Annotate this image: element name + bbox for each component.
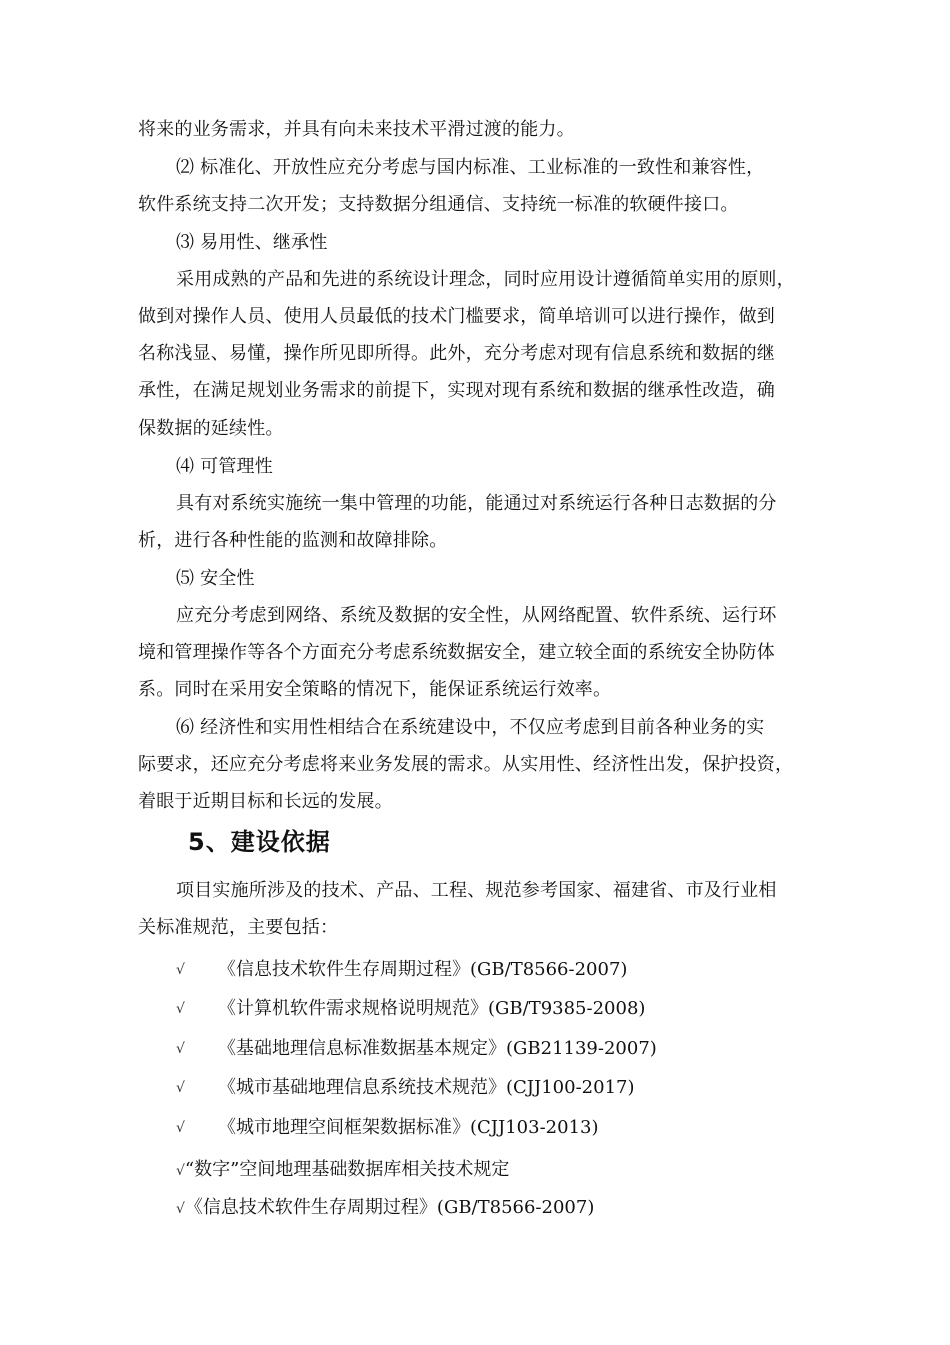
reference-item-compact (176, 1152, 509, 1189)
paragraph-line: 具有对系统实施统一集中管理的功能，能通过对系统运行各种日志数据的分 (176, 493, 777, 514)
section-intro-line: 关标准规范，主要包括： (138, 917, 339, 938)
section-heading: 5、建设依据 (188, 828, 331, 856)
check-icon: √ (176, 1120, 185, 1136)
reference-item: 《城市地理空间框架数据标准》(CJJ103-2013) (218, 1117, 599, 1138)
check-icon: √ (176, 1041, 185, 1057)
check-icon: √ (176, 962, 185, 978)
reference-item: 《信息技术软件生存周期过程》(GB/T8566-2007) (218, 959, 628, 980)
reference-item: 《基础地理信息标准数据基本规定》(GB21139-2007) (218, 1038, 657, 1059)
reference-item-compact (176, 1190, 594, 1227)
paragraph-line: 应充分考虑到网络、系统及数据的安全性，从网络配置、软件系统、运行环 (176, 605, 777, 626)
paragraph-line: 着眼于近期目标和长远的发展。 (138, 791, 393, 812)
subsection-title: ⑶ 易用性、继承性 (176, 232, 328, 253)
paragraph-line: 将来的业务需求，并具有向未来技术平滑过渡的能力。 (138, 119, 575, 140)
paragraph-line: ⑹ 经济性和实用性相结合在系统建设中，不仅应考虑到目前各种业务的实 (176, 717, 765, 738)
check-icon: √ (176, 1163, 185, 1179)
reference-text: “数字”空间地理基础数据库相关技术规定 (184, 1159, 510, 1180)
reference-text: 《信息技术软件生存周期过程》(GB/T8566-2007) (184, 1197, 595, 1218)
reference-item: 《计算机软件需求规格说明规范》(GB/T9385-2008) (218, 998, 646, 1019)
paragraph-line: 采用成熟的产品和先进的系统设计理念，同时应用设计遵循简单实用的原则， (176, 269, 795, 290)
reference-item: 《城市基础地理信息系统技术规范》(CJJ100-2017) (218, 1077, 635, 1098)
paragraph-line: 际要求，还应充分考虑将来业务发展的需求。从实用性、经济性出发，保护投资， (138, 754, 794, 775)
paragraph-line: 析，进行各种性能的监测和故障排除。 (138, 530, 448, 551)
paragraph-line: 系。同时在采用安全策略的情况下，能保证系统运行效率。 (138, 679, 612, 700)
paragraph-line: 承性，在满足规划业务需求的前提下，实现对现有系统和数据的继承性改造，确 (138, 380, 775, 401)
paragraph-line: ⑵ 标准化、开放性应充分考虑与国内标准、工业标准的一致性和兼容性， (176, 157, 765, 178)
paragraph-line: 保数据的延续性。 (138, 418, 284, 439)
check-icon: √ (176, 1001, 185, 1017)
section-intro-line: 项目实施所涉及的技术、产品、工程、规范参考国家、福建省、市及行业相 (176, 880, 777, 901)
paragraph-line: 名称浅显、易懂，操作所见即所得。此外，充分考虑对现有信息系统和数据的继 (138, 343, 775, 364)
paragraph-line: 境和管理操作等各个方面充分考虑系统数据安全，建立较全面的系统安全协防体 (138, 642, 775, 663)
subsection-title: ⑸ 安全性 (176, 568, 255, 589)
paragraph-line: 软件系统支持二次开发；支持数据分组通信、支持统一标准的软硬件接口。 (138, 194, 739, 215)
check-icon: √ (176, 1080, 185, 1096)
paragraph-line: 做到对操作人员、使用人员最低的技术门槛要求，简单培训可以进行操作，做到 (138, 306, 775, 327)
check-icon: √ (176, 1201, 185, 1217)
subsection-title: ⑷ 可管理性 (176, 456, 273, 477)
